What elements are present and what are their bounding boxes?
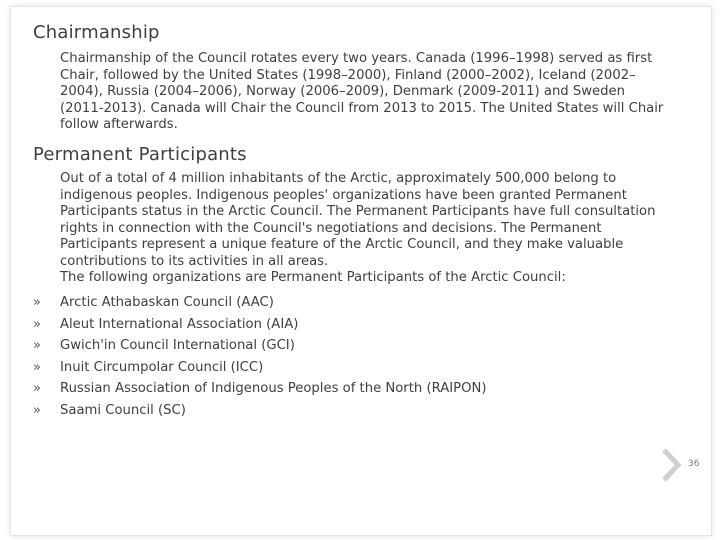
list-item	[33, 378, 673, 400]
bullet-marker: »	[33, 359, 41, 375]
list-item	[33, 400, 673, 422]
list-item-text: Gwich'in Council International (GCI)	[60, 338, 295, 353]
permanent-participants-heading: Permanent Participants	[33, 144, 247, 165]
list-item-text: Inuit Circumpolar Council (ICC)	[60, 359, 264, 375]
chairmanship-paragraph	[60, 51, 670, 134]
list-item-text: Russian Association of Indigenous Peoples of the North (RAIPON)	[60, 381, 487, 396]
list-item-text: Saami Council (SC)	[60, 402, 186, 418]
bullet-marker: »	[33, 316, 41, 332]
list-item-text: Aleut International Association (AIA)	[60, 316, 299, 332]
list-item-text: Arctic Athabaskan Council (AAC)	[60, 295, 274, 310]
permanent-participants-intro: Out of a total of 4 million inhabitants of the Arctic, approximately 500,000 belong to indigenous peoples. Indigenous peoples' organizations have been granted Permanent Participants status in the Arctic Council. The Permanent Participants have full consultation rights in connection with the Council's negotiations and decisions. The Permanent Participants represent a unique feature of the Arctic Council, and they make valuable contributions to its activities in all areas.	[60, 171, 656, 269]
bullet-marker: »	[33, 381, 41, 396]
bullet-marker: »	[33, 402, 41, 418]
page-number: 36	[688, 459, 700, 469]
permanent-participants-paragraph	[60, 171, 670, 287]
chairmanship-text: Chairmanship of the Council rotates every two years. Canada (1996–1998) served as first Chair, followed by the United States (1998–2000), Finland (2000–2002), Iceland (2002–2004), Russia (2004–2006), Norway (2006–2009), Denmark (2009-2011) and Sweden (2011-2013). Canada will Chair the Council from 2013 to 2015. The United States will Chair follow afterwards.	[60, 51, 664, 132]
participants-list	[33, 292, 673, 421]
list-item	[33, 292, 673, 314]
chairmanship-heading: Chairmanship	[33, 22, 160, 43]
list-item	[33, 335, 673, 357]
permanent-participants-lead: The following organizations are Permanent Participants of the Arctic Council:	[60, 270, 566, 285]
list-item	[33, 357, 673, 379]
bullet-marker: »	[33, 338, 41, 353]
list-item	[33, 314, 673, 336]
bullet-marker: »	[33, 295, 41, 310]
next-chevron-icon[interactable]	[660, 447, 682, 483]
